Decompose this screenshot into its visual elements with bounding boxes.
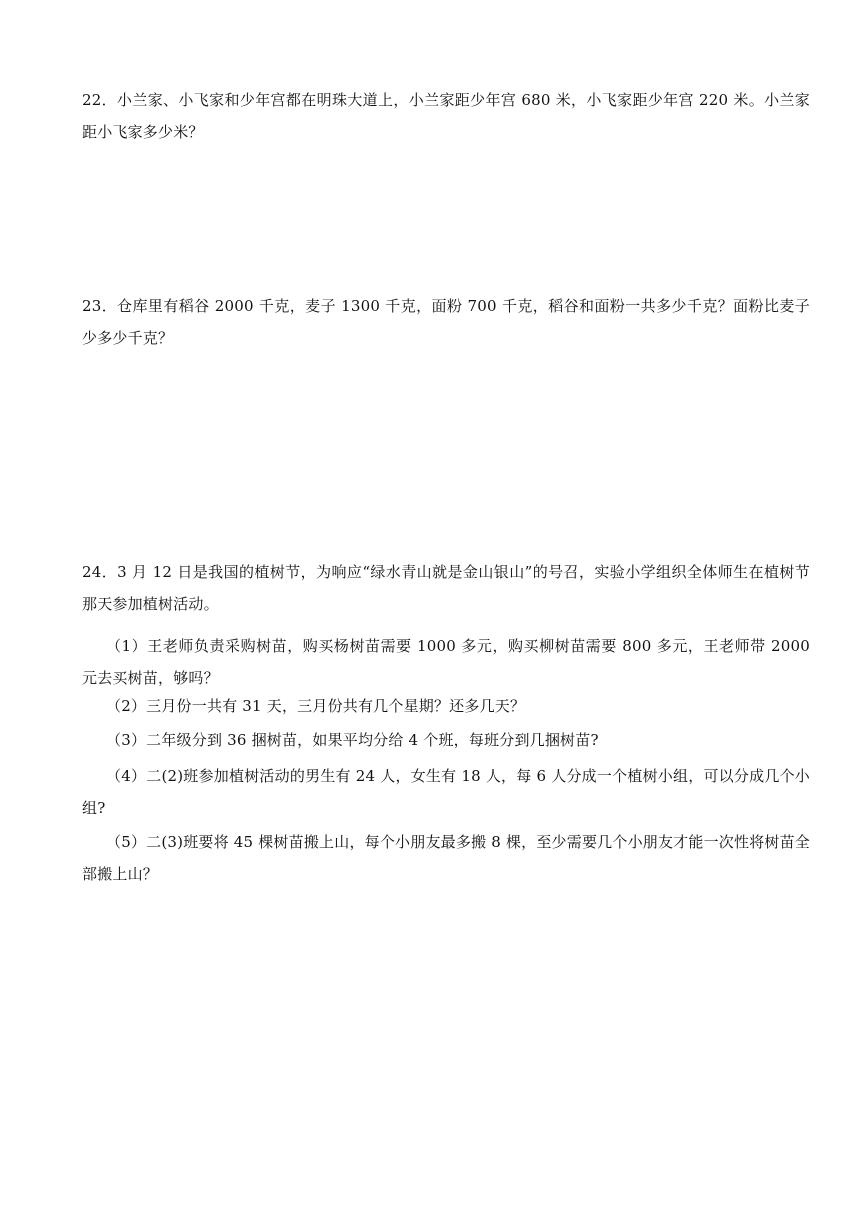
question-24-part-2: （2）三月份一共有 31 天，三月份共有几个星期？还多几天？: [106, 697, 526, 715]
question-24-part-3: （3）二年级分到 36 捆树苗，如果平均分给 4 个班，每班分到几捆树苗?: [106, 731, 599, 749]
question-24-part-5: （5）二(3)班要将 45 棵树苗搬上山，每个小朋友最多搬 8 棵，至少需要几个小朋友才能一次性将树苗全部搬上山？: [82, 833, 810, 883]
question-24-part-1: （1）王老师负责采购树苗，购买杨树苗需要 1000 多元，购买柳树苗需要 800 多元，王老师带 2000 元去买树苗，够吗？: [82, 637, 810, 687]
question-23: 23．仓库里有稻谷 2000 千克，麦子 1300 千克，面粉 700 千克，稻谷和面粉一共多少千克？面粉比麦子少多少千克？: [82, 297, 810, 347]
question-22: 22．小兰家、小飞家和少年宫都在明珠大道上，小兰家距少年宫 680 米，小飞家距少年宫 220 米。小兰家距小飞家多少米？: [82, 91, 810, 141]
question-24-part-4: （4）二(2)班参加植树活动的男生有 24 人，女生有 18 人，每 6 人分成一个植树小组，可以分成几个小组?: [82, 767, 810, 817]
question-24-intro: 24．3 月 12 日是我国的植树节，为响应“绿水青山就是金山银山”的号召，实验小学组织全体师生在植树节那天参加植树活动。: [82, 563, 810, 613]
